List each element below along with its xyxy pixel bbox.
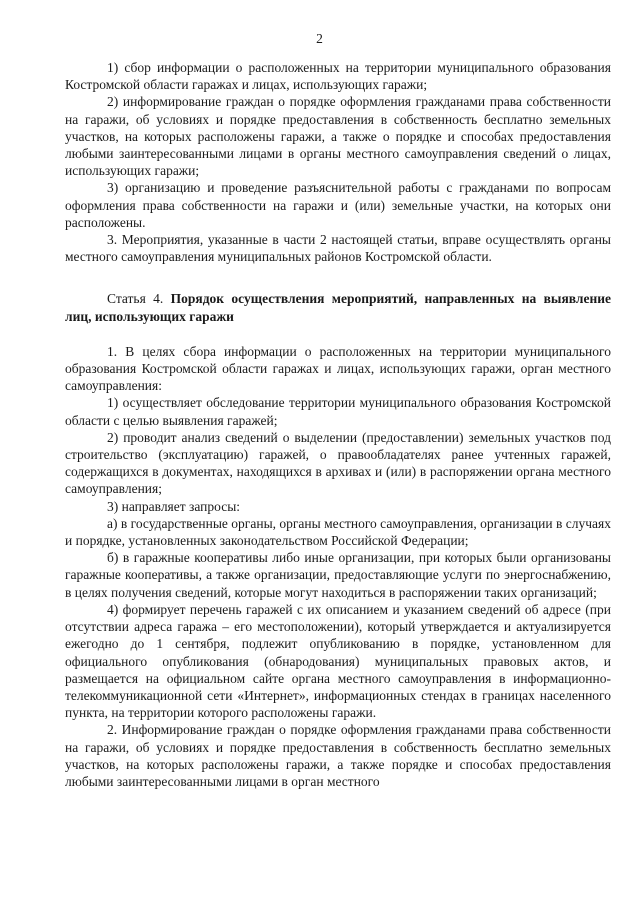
- paragraph: 2. Информирование граждан о порядке оформления гражданами права собственности на гаражи, об условиях и порядке предоставления в собственность бесплатно земельных участков, на которых расположены гаражи, а также порядке и способах предоставления любыми заинтересованными лицами в орган местного: [65, 722, 611, 789]
- paragraph: 1) сбор информации о расположенных на территории муниципального образования Костромской области гаражах и лицах, использующих гаражи;: [65, 60, 611, 93]
- document-body: [65, 59, 611, 790]
- paragraph: а) в государственные органы, органы местного самоуправления, организации в случаях и порядке, установленных законодательством Российской Федерации;: [65, 515, 611, 549]
- article-heading: [65, 290, 611, 324]
- page-number: 2: [316, 31, 323, 46]
- article-number: Статья 4.: [107, 291, 164, 307]
- paragraph: 3) организацию и проведение разъяснительной работы с гражданами по вопросам оформления права собственности на гаражи и (или) земельные участки, на которых они расположены.: [65, 180, 611, 230]
- spacer: [65, 325, 611, 343]
- paragraph: б) в гаражные кооперативы либо иные организации, при которых были организованы гаражные кооперативы, а также организации, предоставляющие услуги по энергоснабжению, в целях получения сведений, которые могут находиться в распоряжении таких организаций;: [65, 550, 611, 600]
- article-title: Порядок осуществления мероприятий, направленных на выявление лиц, использующих гаражи: [65, 291, 611, 324]
- paragraph: 3. Мероприятия, указанные в части 2 настоящей статьи, вправе осуществлять органы местного самоуправления муниципальных районов Костромской области.: [65, 232, 611, 265]
- paragraph: 1) осуществляет обследование территории муниципального образования Костромской области с целью выявления гаражей;: [65, 395, 611, 428]
- paragraph: 1. В целях сбора информации о расположенных на территории муниципального образования Костромской области гаражах и лицах, использующих гаражи, орган местного самоуправления:: [65, 343, 611, 394]
- paragraph: 2) проводит анализ сведений о выделении (предоставлении) земельных участков под строительство (эксплуатацию) гаражей, о правообладателях ранее учтенных гаражей, содержащихся в документах, находящихся в архивах и (или) в распоряжении органа местного самоуправления;: [65, 429, 611, 497]
- spacer: [65, 265, 611, 290]
- paragraph: 3) направляет запросы:: [107, 498, 241, 514]
- paragraph: 2) информирование граждан о порядке оформления гражданами права собственности на гаражи, об условиях и порядке предоставления в собственность бесплатно земельных участков, на которых расположены гаражи, а также о порядке и способах предоставления любыми заинтересованными лицами в органы местного самоуправления сведений о лицах, использующих гаражи;: [65, 94, 611, 179]
- paragraph: 4) формирует перечень гаражей с их описанием и указанием сведений об адресе (при отсутствии адреса гаража – его местоположении), который утверждается и актуализируется ежегодно до 1 сентября, подлежит опубликованию в порядке, установленном для официального опубликования (обнародования) муниципальных правовых актов, и размещается на официальном сайте органа местного самоуправления в информационно-телекоммуникационной сети «Интернет», информационных стендах в границах населенного пункта, на территории которого расположены гаражи.: [65, 601, 611, 721]
